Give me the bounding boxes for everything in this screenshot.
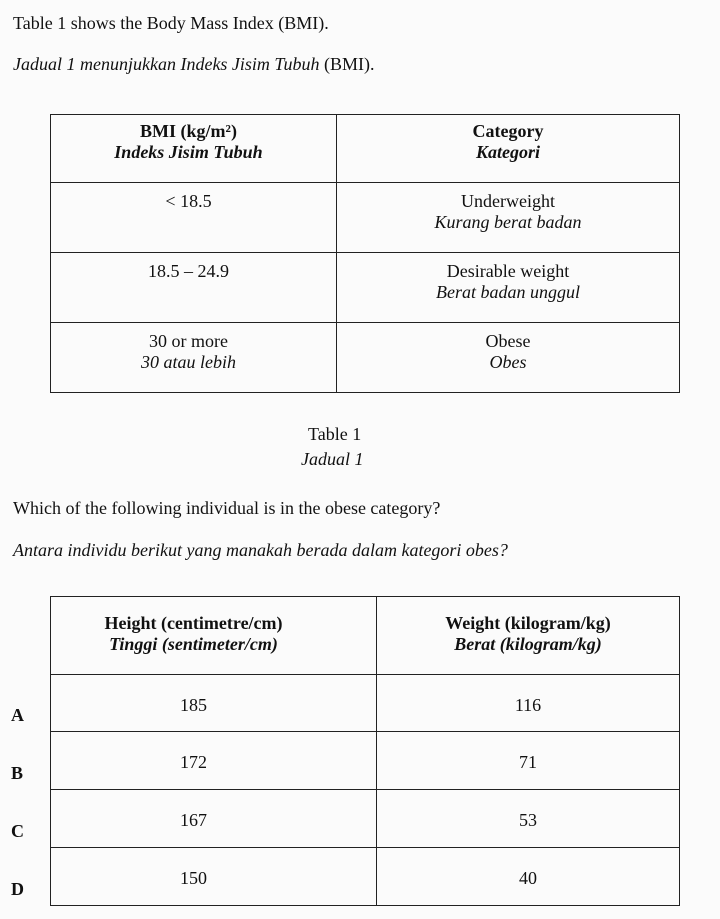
table-row (51, 183, 680, 253)
table-row (51, 323, 680, 393)
height-value: 172 (180, 752, 207, 772)
category-en: Obese (485, 331, 531, 351)
height-header-en: Height (centimetre/cm) (104, 613, 283, 633)
options-table (50, 596, 680, 906)
intro-malay-plain: (BMI). (319, 54, 375, 74)
table-row (51, 732, 680, 790)
category-ms: Kurang berat badan (434, 212, 582, 232)
intro-english: Table 1 shows the Body Mass Index (BMI). (13, 13, 329, 33)
category-header-ms: Kategori (475, 142, 540, 162)
bmi-range: 18.5 – 24.9 (148, 261, 229, 281)
category-ms: Obes (489, 352, 527, 372)
intro-malay (13, 54, 374, 75)
height-value: 167 (180, 810, 207, 830)
category-en: Desirable weight (446, 261, 570, 281)
bmi-range: 30 or more (149, 331, 228, 351)
intro-malay-italic: Jadual 1 menunjukkan Indeks Jisim Tubuh (13, 54, 320, 74)
question-malay: Antara individu berikut yang manakah berada dalam kategori obes? (13, 540, 508, 560)
weight-header-ms: Berat (kilogram/kg) (454, 634, 602, 654)
height-value: 185 (180, 695, 207, 715)
weight-value: 71 (519, 752, 537, 772)
bmi-range-ms: 30 atau lebih (141, 352, 236, 372)
height-header-ms: Tinggi (sentimeter/cm) (109, 634, 278, 654)
option-label-d[interactable]: D (11, 879, 24, 899)
weight-value: 116 (514, 695, 542, 715)
caption-english: Table 1 (308, 424, 362, 444)
category-ms: Berat badan unggul (436, 282, 580, 302)
height-value: 150 (180, 868, 207, 888)
bmi-table (50, 114, 680, 393)
bmi-header-en: BMI (kg/m²) (140, 121, 237, 141)
caption-malay: Jadual 1 (301, 449, 364, 469)
option-label-c[interactable]: C (11, 821, 24, 841)
bmi-header-ms: Indeks Jisim Tubuh (114, 142, 263, 162)
category-en: Underweight (461, 191, 555, 211)
options-table-header (51, 597, 680, 675)
question-english: Which of the following individual is in the obese category? (13, 498, 441, 518)
table-row (51, 790, 680, 848)
table-row (51, 675, 680, 732)
option-label-b[interactable]: B (11, 763, 24, 783)
weight-value: 53 (519, 810, 537, 830)
bmi-table-header (51, 115, 680, 183)
bmi-range: < 18.5 (165, 191, 212, 211)
category-header-en: Category (472, 121, 544, 141)
weight-value: 40 (519, 868, 537, 888)
weight-header-en: Weight (kilogram/kg) (445, 613, 611, 633)
option-label-a[interactable]: A (11, 705, 24, 725)
table-row (51, 848, 680, 906)
table-row (51, 253, 680, 323)
